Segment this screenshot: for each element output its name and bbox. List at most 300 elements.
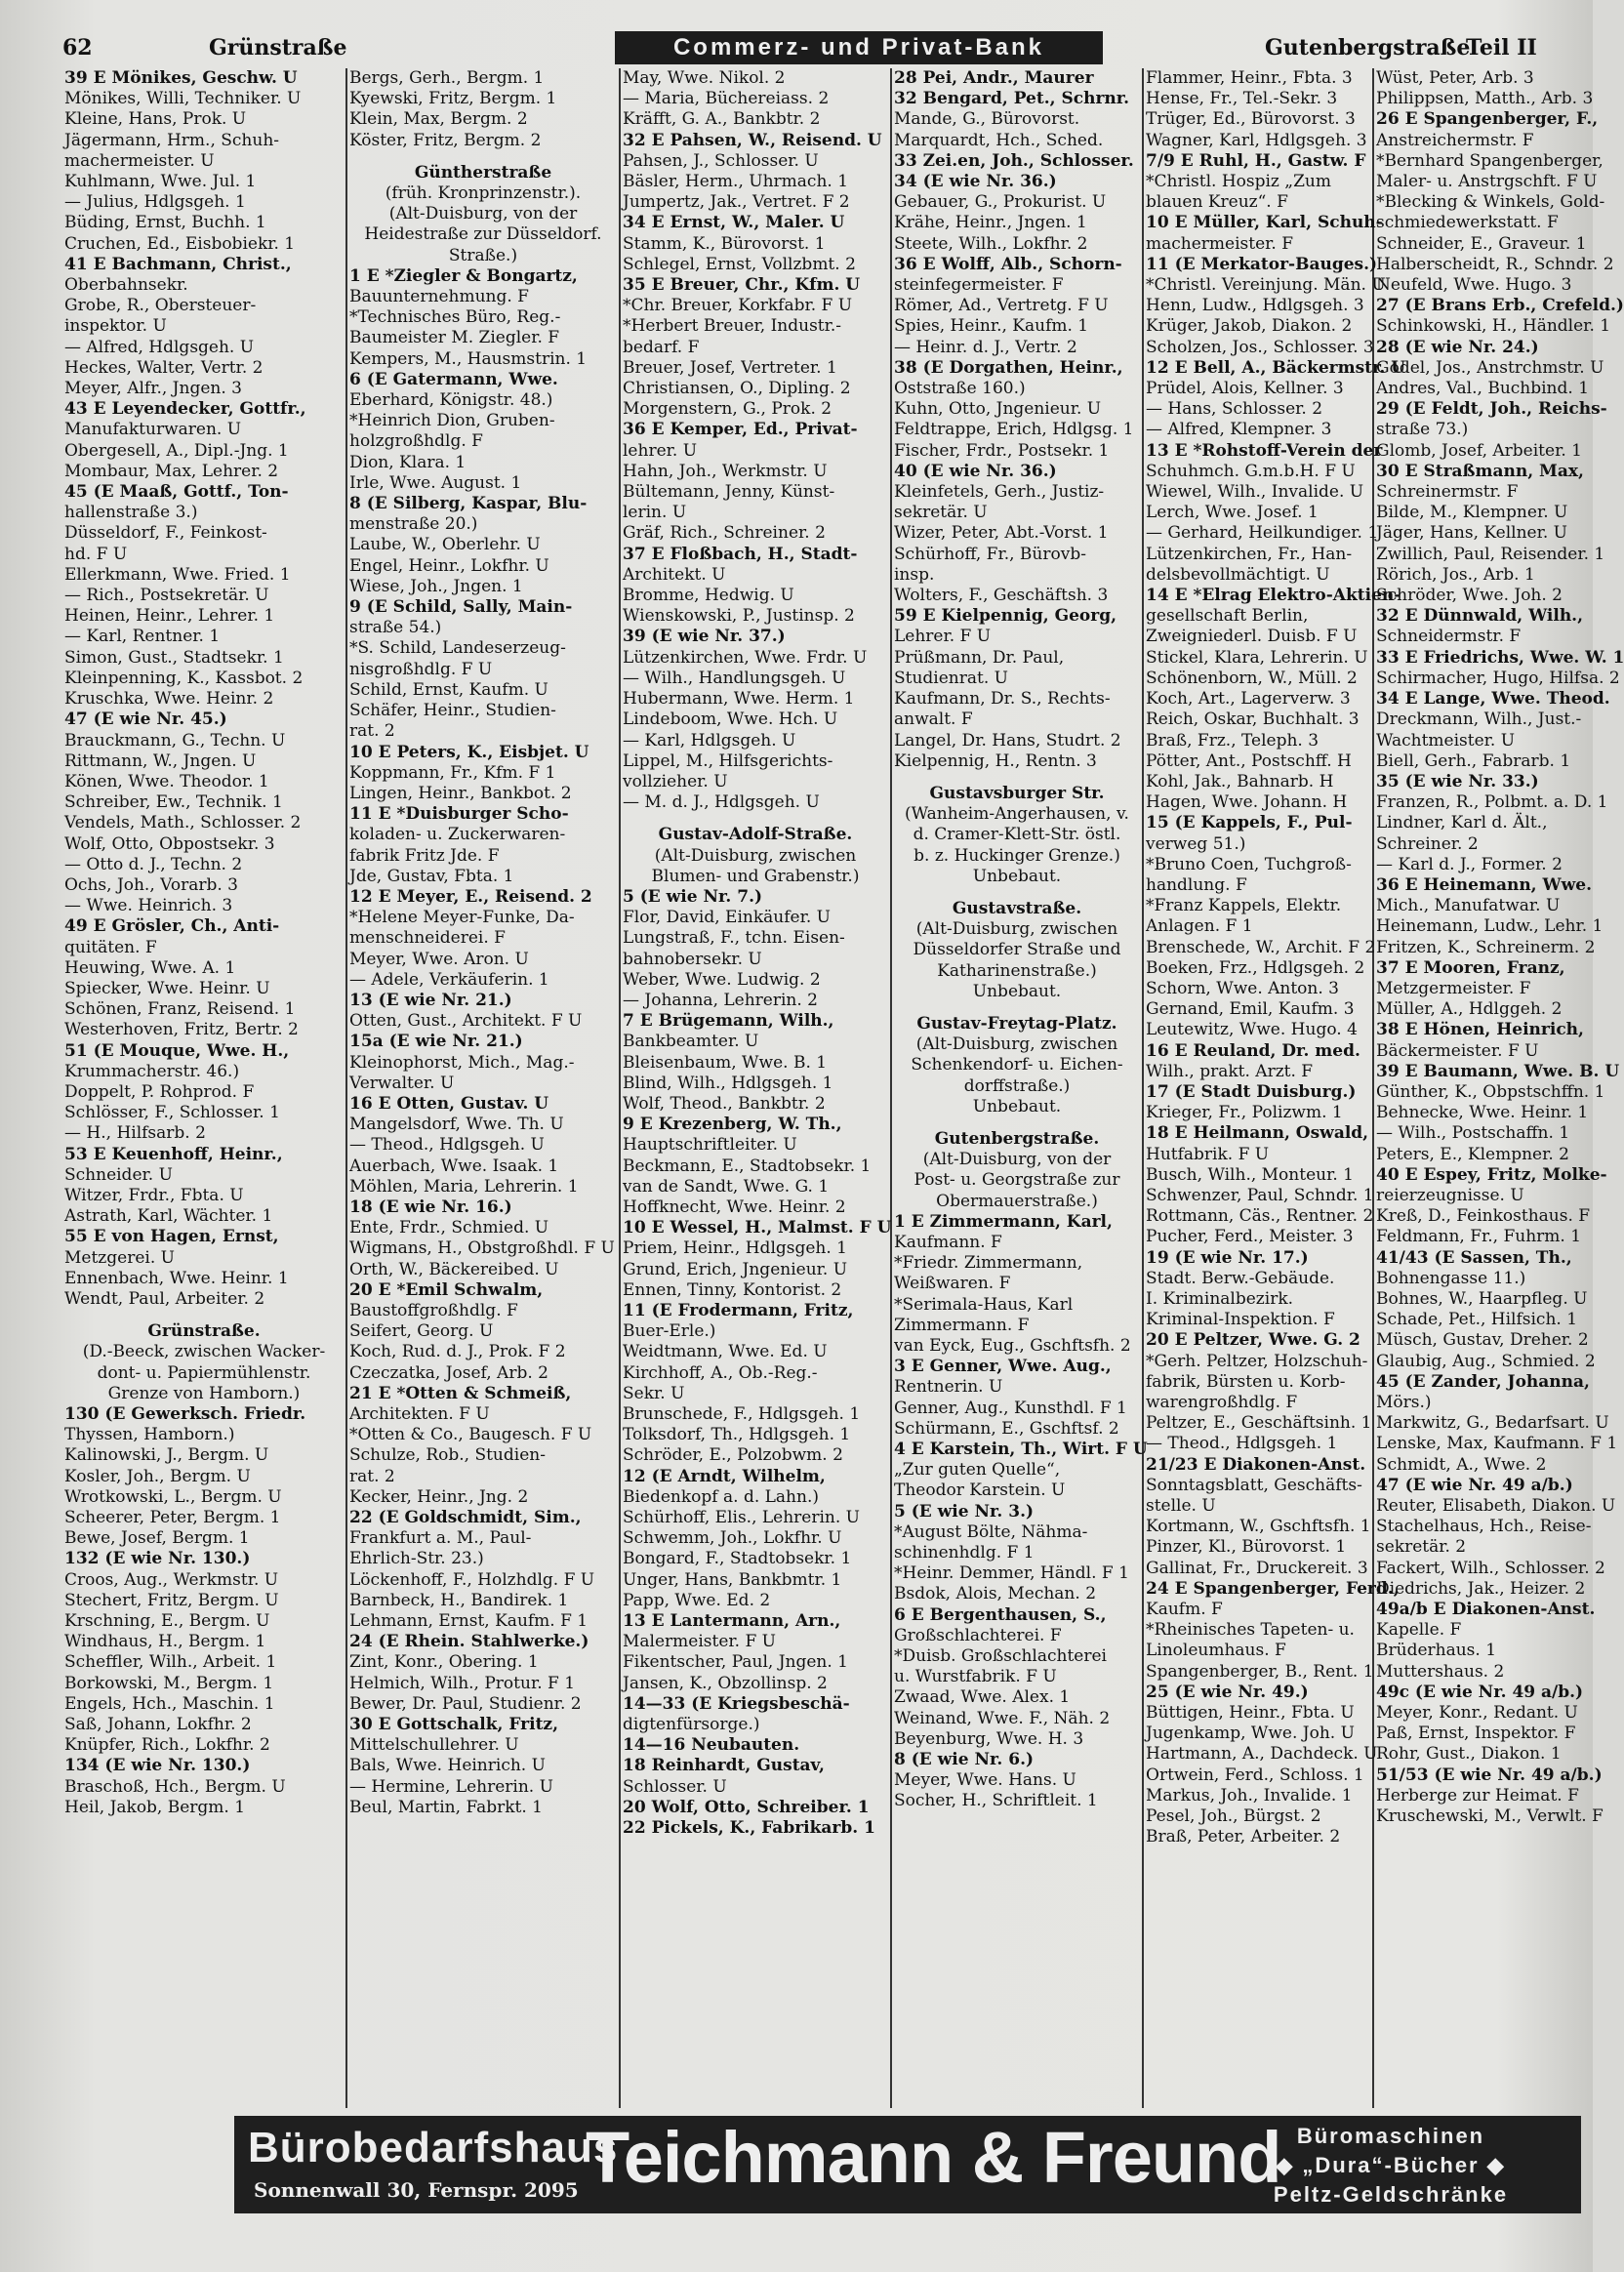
directory-entry: Zwillich, Paul, Reisender. 1 — [1376, 544, 1605, 564]
directory-entry: Beul, Martin, Fabrkt. 1 — [349, 1797, 543, 1817]
directory-entry: verweg 51.) — [1146, 833, 1246, 854]
directory-entry: anwalt. F — [894, 710, 973, 730]
directory-entry: Blind, Wilh., Hdlgsgeh. 1 — [623, 1073, 833, 1093]
directory-entry: Bankbeamter. U — [623, 1032, 759, 1052]
ad-product-1: Büromaschinen — [1296, 2124, 1485, 2148]
directory-entry: 10 E Wessel, H., Malmst. F U — [623, 1218, 892, 1238]
directory-entry: 28 Pei, Andr., Maurer — [894, 68, 1094, 88]
directory-entry: Bauunternehmung. F — [349, 287, 529, 307]
directory-entry: Schwemm, Joh., Lokfhr. U — [623, 1528, 842, 1549]
directory-entry: *Bernhard Spangenberger, — [1376, 150, 1604, 171]
directory-entry: Reuter, Elisabeth, Diakon. U — [1376, 1496, 1616, 1517]
directory-entry: Bilde, M., Klempner. U — [1376, 503, 1568, 523]
directory-entry: 11 (E Frodermann, Fritz, — [623, 1300, 854, 1320]
directory-entry: Beckmann, E., Stadtobsekr. 1 — [623, 1156, 872, 1176]
directory-entry: Stadt. Berw.-Gebäude. — [1146, 1268, 1335, 1288]
directory-entry: Fackert, Wilh., Schlosser. 2 — [1376, 1558, 1605, 1578]
directory-entry: Meyer, Alfr., Jngen. 3 — [64, 379, 242, 399]
bank-banner: Commerz- und Privat-Bank — [615, 31, 1103, 64]
directory-entry: — Theod., Hdlgsgeh. U — [349, 1135, 545, 1156]
directory-entry: sekretär. U — [894, 503, 988, 523]
directory-entry: Schild, Ernst, Kaufm. U — [349, 679, 548, 700]
directory-entry: Prüßmann, Dr. Paul, — [894, 647, 1065, 668]
directory-entry: 6 (E Gatermann, Wwe. — [349, 369, 558, 389]
directory-entry: 21 E *Otten & Schmeiß, — [349, 1383, 572, 1403]
directory-entry: Dion, Klara. 1 — [349, 452, 467, 472]
street-heading: Gutenbergstraße. — [934, 1128, 1100, 1149]
directory-entry: 38 E Hönen, Heinrich, — [1376, 1020, 1584, 1040]
directory-entry: Kalinowski, J., Bergm. U — [64, 1445, 269, 1466]
directory-entry: 14—33 (E Kriegsbeschä- — [623, 1693, 850, 1714]
directory-entry: Kleinpenning, K., Kassbot. 2 — [64, 668, 304, 688]
directory-entry: Knüpfer, Rich., Lokfhr. 2 — [64, 1735, 270, 1756]
directory-entry: hd. F U — [64, 544, 128, 564]
directory-entry: Krschning, E., Bergm. U — [64, 1611, 270, 1632]
directory-entry: Schade, Pet., Hilfsich. 1 — [1376, 1310, 1578, 1330]
directory-entry: Irle, Wwe. August. 1 — [349, 472, 522, 493]
directory-entry: reierzeugnisse. U — [1376, 1185, 1524, 1205]
directory-entry: Lenske, Max, Kaufmann. F 1 — [1376, 1434, 1618, 1454]
directory-entry: *Christl. Vereinjung. Män. U — [1146, 275, 1386, 296]
directory-entry: Zweigniederl. Duisb. F U — [1146, 627, 1358, 647]
directory-entry: Meyer, Wwe. Hans. U — [894, 1770, 1076, 1791]
directory-entry: Scheerer, Peter, Bergm. 1 — [64, 1508, 281, 1528]
street-heading: Gustav-Adolf-Straße. — [658, 825, 853, 845]
directory-entry: Jansen, K., Obzollinsp. 2 — [623, 1673, 828, 1693]
directory-entry: Beyenburg, Wwe. H. 3 — [894, 1728, 1084, 1749]
directory-entry: 18 E Heilmann, Oswald, — [1146, 1123, 1369, 1144]
directory-entry: Behnecke, Wwe. Heinr. 1 — [1376, 1103, 1589, 1123]
directory-entry: Flor, David, Einkäufer. U — [623, 908, 831, 928]
directory-entry: 47 (E wie Nr. 45.) — [64, 710, 227, 730]
directory-entry: Schenkendorf- u. Eichen- — [911, 1055, 1123, 1075]
directory-entry: Wiese, Joh., Jngen. 1 — [349, 576, 523, 596]
directory-entry: 34 (E wie Nr. 36.) — [894, 172, 1057, 192]
directory-entry: Peters, E., Klempner. 2 — [1376, 1144, 1569, 1164]
directory-entry: Schreiber, Ew., Technik. 1 — [64, 792, 283, 813]
directory-entry: (D.-Beeck, zwischen Wacker- — [82, 1342, 326, 1362]
directory-entry: Wagner, Karl, Hdlgsgeh. 3 — [1146, 130, 1367, 150]
directory-entry: Kirchhoff, A., Ob.-Reg.- — [623, 1362, 818, 1383]
directory-entry: 40 (E wie Nr. 36.) — [894, 461, 1057, 481]
directory-entry: b. z. Huckinger Grenze.) — [914, 845, 1120, 866]
directory-entry: schmiedewerkstatt. F — [1376, 213, 1559, 233]
directory-entry: 39 E Baumann, Wwe. B. U — [1376, 1061, 1620, 1081]
directory-entry: Architekt. U — [623, 564, 726, 585]
directory-entry: Kosler, Joh., Bergm. U — [64, 1466, 251, 1486]
left-running-head: Grünstraße — [209, 35, 347, 61]
directory-entry: Meyer, Konr., Redant. U — [1376, 1703, 1578, 1724]
directory-entry: — Wilh., Postschaffn. 1 — [1376, 1123, 1570, 1144]
directory-entry: Kortmann, W., Gschftsfh. 1 — [1146, 1517, 1371, 1537]
directory-entry: 15 (E Kappels, F., Pul- — [1146, 813, 1353, 833]
right-running-head: Gutenbergstraße — [1265, 35, 1471, 61]
directory-entry: Koppmann, Fr., Kfm. F 1 — [349, 762, 556, 783]
street-heading: Grünstraße. — [147, 1321, 261, 1342]
directory-entry: 33 E Friedrichs, Wwe. W. 1 — [1376, 647, 1624, 668]
directory-entry: Katharinenstraße.) — [937, 960, 1097, 981]
directory-entry: Kaufmann. F — [894, 1232, 1002, 1252]
directory-entry: Koch, Art., Lagerverw. 3 — [1146, 689, 1351, 710]
directory-entry: Malermeister. F U — [623, 1632, 776, 1652]
directory-entry: Kreß, D., Feinkosthaus. F — [1376, 1206, 1591, 1227]
directory-entry: Lingen, Heinr., Bankbot. 2 — [349, 783, 572, 803]
directory-entry: (Alt-Duisburg, von der — [388, 204, 578, 224]
directory-entry: Heidestraße zur Düsseldorf. — [364, 224, 602, 245]
directory-entry: Simon, Gust., Stadtsekr. 1 — [64, 647, 284, 668]
directory-entry: 16 E Reuland, Dr. med. — [1146, 1040, 1360, 1061]
directory-entry: delsbevollmächtigt. U — [1146, 564, 1330, 585]
directory-entry: Jde, Gustav, Fbta. 1 — [349, 866, 514, 886]
directory-entry: 39 (E wie Nr. 37.) — [623, 627, 786, 647]
directory-entry: Halberscheidt, R., Schndr. 2 — [1376, 254, 1614, 274]
directory-entry: Oststraße 160.) — [894, 379, 1026, 399]
directory-entry: Wizer, Peter, Abt.-Vorst. 1 — [894, 523, 1109, 544]
directory-entry: Otten, Gust., Architekt. F U — [349, 1011, 583, 1032]
directory-entry: Stechert, Fritz, Bergm. U — [64, 1590, 279, 1610]
directory-entry: Orth, W., Bäckereibed. U — [349, 1259, 559, 1279]
directory-entry: 22 (E Goldschmidt, Sim., — [349, 1508, 582, 1528]
directory-entry: dont- u. Papiermühlenstr. — [97, 1362, 311, 1383]
directory-entry: Schröder, E., Polzobwm. 2 — [623, 1445, 843, 1466]
directory-entry: Lützenkirchen, Fr., Han- — [1146, 544, 1353, 564]
directory-entry: Wolf, Theod., Bankbtr. 2 — [623, 1093, 826, 1114]
directory-entry: Paß, Ernst, Inspektor. F — [1376, 1724, 1576, 1744]
directory-entry: (früh. Kronprinzenstr.). — [385, 183, 582, 204]
directory-entry: — M. d. J., Hdlgsgeh. U — [623, 792, 820, 813]
directory-entry: Astrath, Karl, Wächter. 1 — [64, 1206, 273, 1227]
directory-entry: Bals, Wwe. Heinrich. U — [349, 1756, 546, 1776]
directory-entry: „Zur guten Quelle“, — [894, 1460, 1061, 1481]
directory-entry: Seifert, Georg. U — [349, 1321, 494, 1342]
page-header — [62, 31, 1577, 66]
directory-entry: Tolksdorf, Th., Hdlgsgeh. 1 — [623, 1425, 851, 1445]
directory-entry: 13 (E wie Nr. 21.) — [349, 990, 512, 1010]
directory-entry: Andres, Val., Buchbind. 1 — [1376, 379, 1590, 399]
directory-entry: — Julius, Hdlgsgeh. 1 — [64, 192, 246, 213]
directory-entry: blauen Kreuz“. F — [1146, 192, 1288, 213]
directory-entry: Doppelt, P. Rohprod. F — [64, 1081, 255, 1102]
directory-entry: Klein, Max, Bergm. 2 — [349, 109, 528, 130]
directory-entry: Meyer, Wwe. Aron. U — [349, 949, 529, 969]
directory-entry: 51/53 (E wie Nr. 49 a/b.) — [1376, 1765, 1603, 1785]
column-6 — [1374, 68, 1624, 2108]
advertisement-banner — [234, 2116, 1581, 2213]
directory-entry: (Wanheim-Angerhausen, v. — [905, 804, 1129, 825]
directory-entry: Grenze von Hamborn.) — [107, 1383, 301, 1403]
directory-entry: Sekr. U — [623, 1383, 685, 1403]
directory-entry: 20 E Peltzer, Wwe. G. 2 — [1146, 1330, 1360, 1351]
directory-entry: 53 E Keuenhoff, Heinr., — [64, 1144, 283, 1164]
directory-entry: 130 (E Gewerksch. Friedr. — [64, 1404, 306, 1424]
directory-entry: Bohnengasse 11.) — [1376, 1268, 1526, 1288]
directory-entry: Weinand, Wwe. F., Näh. 2 — [894, 1708, 1111, 1728]
directory-entry: Zwaad, Wwe. Alex. 1 — [894, 1687, 1071, 1708]
directory-entry: Bültemann, Jenny, Künst- — [623, 482, 835, 503]
directory-entry: 26 E Spangenberger, F., — [1376, 109, 1599, 130]
directory-entry: warengroßhdlg. F — [1146, 1393, 1298, 1412]
directory-entry: 36 E Kemper, Ed., Privat- — [623, 420, 858, 440]
directory-entry: (Alt-Duisburg, zwischen — [915, 919, 1118, 940]
directory-entry: Stickel, Klara, Lehrerin. U — [1146, 647, 1368, 668]
directory-entry: Barnbeck, H., Bandirek. 1 — [349, 1590, 569, 1610]
directory-entry: Schlösser, F., Schlosser. 1 — [64, 1103, 280, 1123]
directory-entry: Mittelschullehrer. U — [349, 1735, 519, 1756]
directory-entry: Biell, Gerh., Fabrarb. 1 — [1376, 751, 1571, 771]
directory-entry: 16 E Otten, Gustav. U — [349, 1093, 549, 1114]
directory-entry: rat. 2 — [349, 1466, 395, 1486]
directory-entry: Hubermann, Wwe. Herm. 1 — [623, 689, 855, 710]
directory-entry: 24 E Spangenberger, Ferd., — [1146, 1578, 1400, 1599]
directory-entry: insp. — [894, 564, 935, 585]
directory-entry: Rohr, Gust., Diakon. 1 — [1376, 1744, 1562, 1765]
directory-entry: 28 (E wie Nr. 24.) — [1376, 337, 1539, 357]
directory-entry: Lindner, Karl d. Ält., — [1376, 813, 1548, 833]
directory-entry: Schröder, Wwe. Joh. 2 — [1376, 586, 1563, 606]
directory-entry: Kleinophorst, Mich., Mag.- — [349, 1052, 575, 1073]
directory-entry: 36 E Wolff, Alb., Schorn- — [894, 254, 1122, 274]
directory-entry: *Chr. Breuer, Korkfabr. F U — [623, 296, 853, 316]
directory-entry: Mörs.) — [1376, 1393, 1432, 1412]
directory-entry: *Helene Meyer-Funke, Da- — [349, 908, 575, 928]
directory-entry: 21/23 E Diakonen-Anst. — [1146, 1454, 1366, 1475]
directory-entry: Unbebaut. — [972, 981, 1062, 1001]
directory-entry: Schwenzer, Paul, Schndr. 1 — [1146, 1185, 1374, 1205]
directory-entry: Bäsler, Herm., Uhrmach. 1 — [623, 172, 849, 192]
directory-entry: Fischer, Frdr., Postsekr. 1 — [894, 440, 1110, 461]
directory-entry: Wiewel, Wilh., Invalide. U — [1146, 482, 1364, 503]
directory-entry: 45 (E Maaß, Gottf., Ton- — [64, 482, 289, 503]
directory-entry: Wüst, Peter, Arb. 3 — [1376, 68, 1534, 88]
directory-entry: Jäger, Hans, Kellner. U — [1376, 523, 1567, 544]
directory-entry: Prüdel, Alois, Kellner. 3 — [1146, 379, 1344, 399]
directory-entry: Obermauerstraße.) — [936, 1191, 1098, 1211]
directory-entry: Leutewitz, Wwe. Hugo. 4 — [1146, 1020, 1358, 1040]
directory-entry: Weber, Wwe. Ludwig. 2 — [623, 969, 821, 990]
directory-entry: Mönikes, Willi, Techniker. U — [64, 89, 302, 109]
directory-entry: Lindeboom, Wwe. Hch. U — [623, 710, 838, 730]
directory-entry: Kempers, M., Hausmstrin. 1 — [349, 348, 588, 369]
directory-entry: Lehrer. F U — [894, 627, 992, 647]
directory-entry: Stamm, K., Bürovorst. 1 — [623, 233, 826, 254]
directory-entry: Büttigen, Heinr., Fbta. U — [1146, 1703, 1355, 1724]
directory-entry: Godel, Jos., Anstrchmstr. U — [1376, 357, 1604, 378]
directory-entry: 49a/b E Diakonen-Anst. — [1376, 1600, 1596, 1620]
directory-entry: d. Cramer-Klett-Str. östl. — [913, 825, 1121, 845]
directory-entry: Ehrlich-Str. 23.) — [349, 1549, 484, 1569]
directory-entry: Schinkowski, H., Händler. 1 — [1376, 316, 1611, 337]
directory-entry: 55 E von Hagen, Ernst, — [64, 1227, 279, 1247]
directory-entry: *Gerh. Peltzer, Holzschuh- — [1146, 1351, 1368, 1371]
directory-entry: Biedenkopf a. d. Lahn.) — [623, 1486, 819, 1507]
directory-entry: Mich., Manufatwar. U — [1376, 896, 1561, 916]
directory-entry: Vendels, Math., Schlosser. 2 — [64, 813, 302, 833]
directory-entry: 14—16 Neubauten. — [623, 1735, 800, 1756]
directory-entry: schinenhdlg. F 1 — [894, 1543, 1035, 1563]
directory-entry: Westerhoven, Fritz, Bertr. 2 — [64, 1020, 299, 1040]
directory-entry: Straße.) — [448, 245, 518, 265]
directory-entry: Düsseldorfer Straße und — [913, 940, 1121, 960]
directory-entry: — Wilh., Handlungsgeh. U — [623, 668, 846, 688]
directory-entry: Krüger, Jakob, Diakon. 2 — [1146, 316, 1353, 337]
directory-entry: Zimmermann. F — [894, 1315, 1030, 1335]
directory-entry: Schlosser. U — [623, 1776, 727, 1797]
directory-entry: Heinemann, Ludw., Lehr. 1 — [1376, 916, 1604, 937]
directory-entry: Neufeld, Wwe. Hugo. 3 — [1376, 275, 1572, 296]
directory-entry: Spies, Heinr., Kaufm. 1 — [894, 316, 1089, 337]
directory-entry: Glomb, Josef, Arbeiter. 1 — [1376, 440, 1582, 461]
directory-entry: Heil, Jakob, Bergm. 1 — [64, 1797, 246, 1817]
directory-entry: 29 (E Feldt, Joh., Reichs- — [1376, 399, 1607, 420]
directory-entry: 35 E Breuer, Chr., Kfm. U — [623, 275, 861, 296]
directory-entry: Diedrichs, Jak., Heizer. 2 — [1376, 1578, 1586, 1599]
directory-entry: Scholzen, Jos., Schlosser. 3 — [1146, 337, 1374, 357]
directory-entry: 22 Pickels, K., Fabrikarb. 1 — [623, 1818, 875, 1839]
directory-entry: Hagen, Wwe. Johann. H — [1146, 792, 1348, 813]
directory-entry: 11 (E Merkator-Bauges.) — [1146, 254, 1378, 274]
directory-entry: *Friedr. Zimmermann, — [894, 1253, 1083, 1274]
directory-entry: Düsseldorf, F., Feinkost- — [64, 523, 267, 544]
directory-entry: 134 (E wie Nr. 130.) — [64, 1756, 251, 1776]
directory-entry: 18 (E wie Nr. 16.) — [349, 1197, 512, 1217]
directory-entry: Theodor Karstein. U — [894, 1481, 1066, 1501]
directory-entry: — Otto d. J., Techn. 2 — [64, 854, 243, 874]
directory-entry: *Heinr. Demmer, Händl. F 1 — [894, 1563, 1129, 1584]
directory-entry: Studienrat. U — [894, 668, 1008, 688]
directory-entry: rat. 2 — [349, 721, 395, 742]
directory-entry: straße 54.) — [349, 618, 442, 638]
directory-entry: Metzgermeister. F — [1376, 978, 1531, 998]
directory-entry: Römer, Ad., Vertretg. F U — [894, 296, 1109, 316]
directory-entry: Unbebaut. — [972, 1096, 1062, 1116]
directory-entry: (Alt-Duisburg, von der — [922, 1150, 1112, 1170]
directory-entry: Linoleumhaus. F — [1146, 1641, 1286, 1661]
directory-entry: — Johanna, Lehrerin. 2 — [623, 990, 818, 1010]
directory-entry: 7/9 E Ruhl, H., Gastw. F — [1146, 150, 1366, 171]
directory-entry: — Karl, Rentner. 1 — [64, 627, 221, 647]
directory-entry: Wolters, F., Geschäftsh. 3 — [894, 586, 1109, 606]
directory-entry: menstraße 20.) — [349, 514, 478, 535]
directory-entry: Grobe, R., Obersteuer- — [64, 296, 257, 316]
directory-entry: — Alfred, Klempner. 3 — [1146, 420, 1332, 440]
directory-entry: — Alfred, Hdlgsgeh. U — [64, 337, 255, 357]
directory-entry: 32 E Pahsen, W., Reisend. U — [623, 130, 882, 150]
directory-entry: Pinzer, Kl., Bürovorst. 1 — [1146, 1537, 1347, 1558]
directory-entry: 34 E Lange, Wwe. Theod. — [1376, 689, 1610, 710]
directory-entry: Koch, Rud. d. J., Prok. F 2 — [349, 1342, 566, 1362]
directory-entry: Schneider. U — [64, 1164, 173, 1185]
column-3 — [621, 68, 892, 2108]
directory-entry: Schuhmch. G.m.b.H. F U — [1146, 461, 1356, 481]
directory-entry: Franzen, R., Polbmt. a. D. 1 — [1376, 792, 1608, 813]
directory-entry: 41/43 (E Sassen, Th., — [1376, 1247, 1572, 1268]
directory-entry: Ente, Frdr., Schmied. U — [349, 1218, 549, 1238]
directory-entry: Schirmacher, Hugo, Hilfsa. 2 — [1376, 668, 1620, 688]
ad-product-list — [1210, 2122, 1571, 2210]
column-2 — [347, 68, 621, 2108]
directory-entry: Witzer, Frdr., Fbta. U — [64, 1185, 244, 1205]
directory-entry: Dreckmann, Wilh., Just.- — [1376, 710, 1582, 730]
directory-entry: Großschlachterei. F — [894, 1625, 1062, 1645]
directory-entry: — Karl d. J., Former. 2 — [1376, 854, 1563, 874]
directory-entry: — Rich., Postsekretär. U — [64, 586, 269, 606]
part-label: Teil II — [1466, 35, 1537, 61]
directory-entry: u. Wurstfabrik. F U — [894, 1667, 1057, 1687]
directory-entry: Lippel, M., Hilfsgerichts- — [623, 751, 833, 771]
directory-entry: Hoffknecht, Wwe. Heinr. 2 — [623, 1197, 846, 1217]
directory-entry: Anlagen. F 1 — [1146, 916, 1253, 937]
directory-entry: Wachtmeister. U — [1376, 730, 1516, 751]
directory-entry: Brauckmann, G., Techn. U — [64, 730, 286, 751]
directory-entry: 34 E Ernst, W., Maler. U — [623, 213, 845, 233]
directory-entry: 32 E Dünnwald, Wilh., — [1376, 606, 1584, 627]
directory-entry: Ennen, Tinny, Kontorist. 2 — [623, 1279, 842, 1300]
directory-entry: Maler- u. Anstrgschft. F U — [1376, 172, 1598, 192]
directory-entry: Bleisenbaum, Wwe. B. 1 — [623, 1052, 828, 1073]
directory-entry: Pucher, Ferd., Meister. 3 — [1146, 1227, 1354, 1247]
directory-entry: Engels, Hch., Maschin. 1 — [64, 1693, 275, 1714]
directory-entry: lerin. U — [623, 503, 687, 523]
directory-entry: Kaufm. F — [1146, 1600, 1223, 1620]
directory-entry: Spiecker, Wwe. Heinr. U — [64, 978, 270, 998]
directory-entry: Marquardt, Hch., Sched. — [894, 130, 1104, 150]
directory-entry: 30 E Straßmann, Max, — [1376, 461, 1584, 481]
ad-product-2: ◆ „Dura“-Bücher ◆ — [1276, 2153, 1506, 2177]
directory-entry: 59 E Kielpennig, Georg, — [894, 606, 1116, 627]
directory-entry: Kecker, Heinr., Jng. 2 — [349, 1486, 529, 1507]
directory-entry: Architekten. F U — [349, 1404, 490, 1424]
directory-entry: 14 E *Elrag Elektro-Aktien- — [1146, 586, 1401, 606]
directory-entry: Borkowski, M., Bergm. 1 — [64, 1673, 274, 1693]
directory-entry: 39 E Mönikes, Geschw. U — [64, 68, 298, 88]
directory-entry: Rentnerin. U — [894, 1377, 1003, 1398]
directory-entry: nisgroßhdlg. F U — [349, 659, 493, 679]
directory-entry: Büding, Ernst, Buchh. 1 — [64, 213, 266, 233]
directory-entry: Kräfft, G. A., Bankbtr. 2 — [623, 109, 821, 130]
directory-entry: Kyewski, Fritz, Bergm. 1 — [349, 89, 557, 109]
directory-entry: Heckes, Walter, Vertr. 2 — [64, 357, 264, 378]
directory-entry: 10 E Peters, K., Eisbjet. U — [349, 742, 589, 762]
directory-entry: Rottmann, Cäs., Rentner. 2 — [1146, 1206, 1374, 1227]
directory-entry: 5 (E wie Nr. 3.) — [894, 1501, 1035, 1521]
directory-entry: Engel, Heinr., Lokfhr. U — [349, 555, 549, 576]
directory-entry: *Heinrich Dion, Gruben- — [349, 411, 555, 431]
directory-entry: 33 Zei.en, Joh., Schlosser. — [894, 150, 1134, 171]
directory-entry: *Rheinisches Tapeten- u. — [1146, 1620, 1355, 1641]
directory-entry: Braß, Frz., Teleph. 3 — [1146, 730, 1320, 751]
directory-entry: 20 E *Emil Schwalm, — [349, 1279, 544, 1300]
directory-entry: Krummacherstr. 46.) — [64, 1061, 240, 1081]
directory-entry: Spangenberger, B., Rent. 1 — [1146, 1661, 1374, 1682]
directory-entry: Auerbach, Wwe. Isaak. 1 — [349, 1156, 559, 1176]
directory-entry: Pötter, Ant., Postschff. H — [1146, 751, 1352, 771]
directory-entry: *Technisches Büro, Reg.- — [349, 307, 561, 328]
directory-entry: — Karl, Hdlgsgeh. U — [623, 730, 796, 751]
directory-entry: Steete, Wilh., Lokfhr. 2 — [894, 233, 1088, 254]
directory-entry: — Theod., Hdlgsgeh. 1 — [1146, 1434, 1338, 1454]
directory-entry: 27 (E Brans Erb., Crefeld.) — [1376, 296, 1624, 316]
directory-entry: 6 E Bergenthausen, S., — [894, 1604, 1107, 1625]
directory-entry: Czeczatka, Josef, Arb. 2 — [349, 1362, 548, 1383]
directory-entry: 35 (E wie Nr. 33.) — [1376, 771, 1539, 791]
directory-entry: Kruschka, Wwe. Heinr. 2 — [64, 689, 274, 710]
directory-entry: Jägermann, Hrm., Schuh- — [64, 130, 280, 150]
directory-entry: 37 E Floßbach, H., Stadt- — [623, 544, 858, 564]
directory-entry: Schorn, Wwe. Anton. 3 — [1146, 978, 1339, 998]
directory-entry: Gernand, Emil, Kaufm. 3 — [1146, 999, 1355, 1020]
directory-entry: Jumpertz, Jak., Vertret. F 2 — [623, 192, 850, 213]
directory-entry: 45 (E Zander, Johanna, — [1376, 1371, 1590, 1392]
